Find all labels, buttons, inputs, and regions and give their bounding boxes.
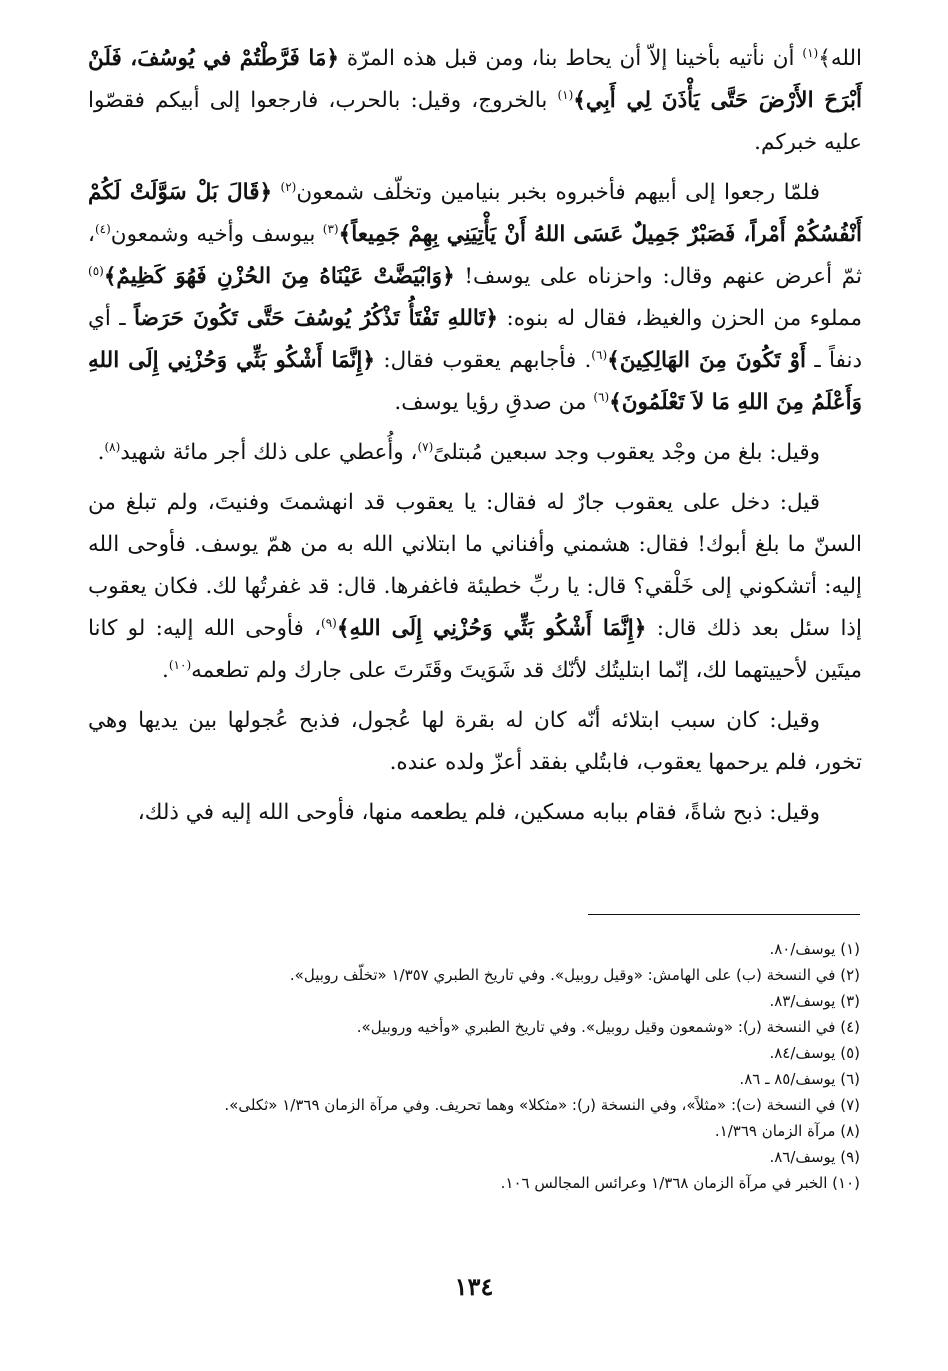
footnote-ref: (٤): [94, 221, 111, 236]
footnote-ref: (١٠): [168, 657, 192, 672]
footnote-ref: (٧): [417, 439, 434, 454]
text-run: مملوء من الحزن والغيظ، فقال له بنوه:: [498, 306, 862, 331]
text-run: ، وأُعطي على ذلك أجر مائة شهيد: [120, 440, 418, 465]
footnote-ref: (١): [557, 87, 574, 102]
text-run: ، ثمّ أعرض عنهم وقال: واحزناه على يوسف!: [88, 222, 863, 289]
text-run: الله﴾: [818, 46, 862, 71]
footnote: (٢) في النسخة (ب) على الهامش: «وقيل روبيل». وفي تاريخ الطبري ١/٣٥٧ «تخلّف روبيل».: [289, 966, 860, 984]
text-run: بيوسف وأخيه وشمعون: [110, 222, 323, 247]
text-run: بالخروج، وقيل: بالحرب، فارجعوا إلى أبيكم فقصّوا عليه خبركم.: [88, 88, 862, 155]
footnote-ref: (٣): [322, 221, 339, 236]
paragraph: [88, 482, 862, 692]
text-run: وقيل: بلغ من وجْد يعقوب وجد سبعين مُبتلىً: [433, 440, 820, 465]
text-run: وقيل: ذبح شاةً، فقام ببابه مسكين، فلم يطعمه منها، فأوحى الله إليه في ذلك،: [137, 800, 820, 825]
text-run: .: [97, 440, 105, 465]
paragraph: [88, 172, 862, 424]
footnote: (٨) مرآة الزمان ١/٣٦٩.: [714, 1122, 860, 1140]
text-run: ـ أي دنفاً ـ: [88, 306, 863, 373]
page-number: ١٣٤: [454, 1272, 494, 1301]
footnote: (٣) يوسف/٨٣.: [769, 992, 860, 1010]
footnote: (٤) في النسخة (ر): «وشمعون وقيل روبيل». وفي تاريخ الطبري «وأخيه وروبيل».: [356, 1018, 860, 1036]
quran-quote: أَوْ تَكُونَ مِنَ الهَالِكِينَ﴾: [607, 348, 807, 373]
text-run: .: [162, 658, 169, 683]
footnote-ref: (٨): [104, 439, 121, 454]
quran-quote: ﴿قَالَ بَلْ سَوَّلَتْ لَكُمْ أَنْفُسُكُمْ أَمْراً، فَصَبْرٌ جَمِيلٌ عَسَى اللهُ أَنْ يَأْتِيَنِي بِهِمْ جَمِيعاً﴾: [88, 180, 863, 247]
footnote-ref: (٩): [321, 615, 337, 630]
footnote-ref: (٦): [591, 347, 608, 362]
footnote-ref: (١): [802, 45, 819, 60]
text-run: من صدقِ رؤيا يوسف.: [394, 390, 594, 415]
footnote: (١٠) الخبر في مرآة الزمان ١/٣٦٨ وعرائس المجالس ١٠٦.: [500, 1174, 860, 1192]
quran-quote: ﴿مَا فَرَّطْتُمْ في يُوسُفَ، فَلَنْ أَبْرَحَ الأَرْضَ حَتَّى يَأْذَنَ لِي أَبِي﴾: [88, 46, 863, 113]
text-run: قيل: دخل على يعقوب جارٌ له فقال: يا يعقوب قد انهشمتَ وفنيتَ، ولم تبلغ من السنّ ما بلغ أبوك! فقال: هشمني وأفناني ما ابتلاني الله به من همّ يوسف. فأوحى الله إليه: أتشكوني إلى خَلْقي؟ قال: يا ربِّ خطيئة فاغفرها. قال: قد غفرتُها لك. فكان يعقوب إذا سئل بعد ذلك قال:: [88, 490, 862, 641]
quran-quote: ﴿إِنَّمَا أَشْكُو بَثِّي وَحُزْنِي إِلَى اللهِ وَأَعْلَمُ مِنَ اللهِ مَا لاَ تَعْلَمُونَ﴾: [88, 348, 862, 415]
text-run: ، فأوحى الله إليه: لو كانا ميتَين لأحييتهما لك، إنّما ابتليتُك لأنّك قد شَوَيتَ وقَتَرتَ على جارك ولم تطعمه: [88, 616, 862, 683]
quran-quote: ﴿وَابْيَضَّتْ عَيْنَاهُ مِنَ الحُزْنِ فَهُوَ كَظِيمٌ﴾: [103, 264, 455, 289]
text-run: . فأجابهم يعقوب فقال:: [375, 348, 592, 373]
body-text: [88, 38, 862, 834]
footnote: (٩) يوسف/٨٦.: [769, 1148, 860, 1166]
paragraph: [88, 432, 862, 474]
quran-quote: ﴿تَاللهِ تَفْتَأُ تَذْكُرُ يُوسُفَ حَتَّى تَكُونَ حَرَضاً: [134, 306, 498, 331]
paragraph: [88, 700, 862, 784]
text-run: فلمّا رجعوا إلى أبيهم فأخبروه بخبر بنيامين وتخلّف شمعون: [296, 180, 820, 205]
text-run: [272, 180, 280, 205]
footnote: (٥) يوسف/٨٤.: [769, 1044, 860, 1062]
footnote: (٦) يوسف/٨٥ ـ ٨٦.: [739, 1070, 860, 1088]
footnote-ref: (٦): [593, 389, 610, 404]
footnote: (١) يوسف/٨٠.: [769, 940, 860, 958]
quran-quote: ﴿إِنَّمَا أَشْكُو بَثِّي وَحُزْنِي إِلَى اللهِ﴾: [336, 616, 647, 641]
footnote: (٧) في النسخة (ت): «مثلاً»، وفي النسخة (ر): «مثكلا» وهما تحريف. وفي مرآة الزمان ١/٣٦٩ «ثكلى».: [224, 1096, 860, 1114]
footnote-ref: (٢): [280, 179, 297, 194]
footnotes: [88, 936, 860, 1196]
footnote-separator: [588, 914, 860, 915]
footnote-ref: (٥): [88, 263, 104, 278]
paragraph: [88, 792, 862, 834]
paragraph: [88, 38, 862, 164]
text-run: أن نأتيه بأخينا إلاّ أن يحاط بنا، ومن قبل هذه المرّة: [338, 46, 803, 71]
text-run: وقيل: كان سبب ابتلائه أنّه كان له بقرة لها عُجول، فذبح عُجولها بين يديها وهي تخور، فلم يرحمها يعقوب، فابتُلي بفقد أعزّ ولده عنده.: [88, 708, 862, 775]
